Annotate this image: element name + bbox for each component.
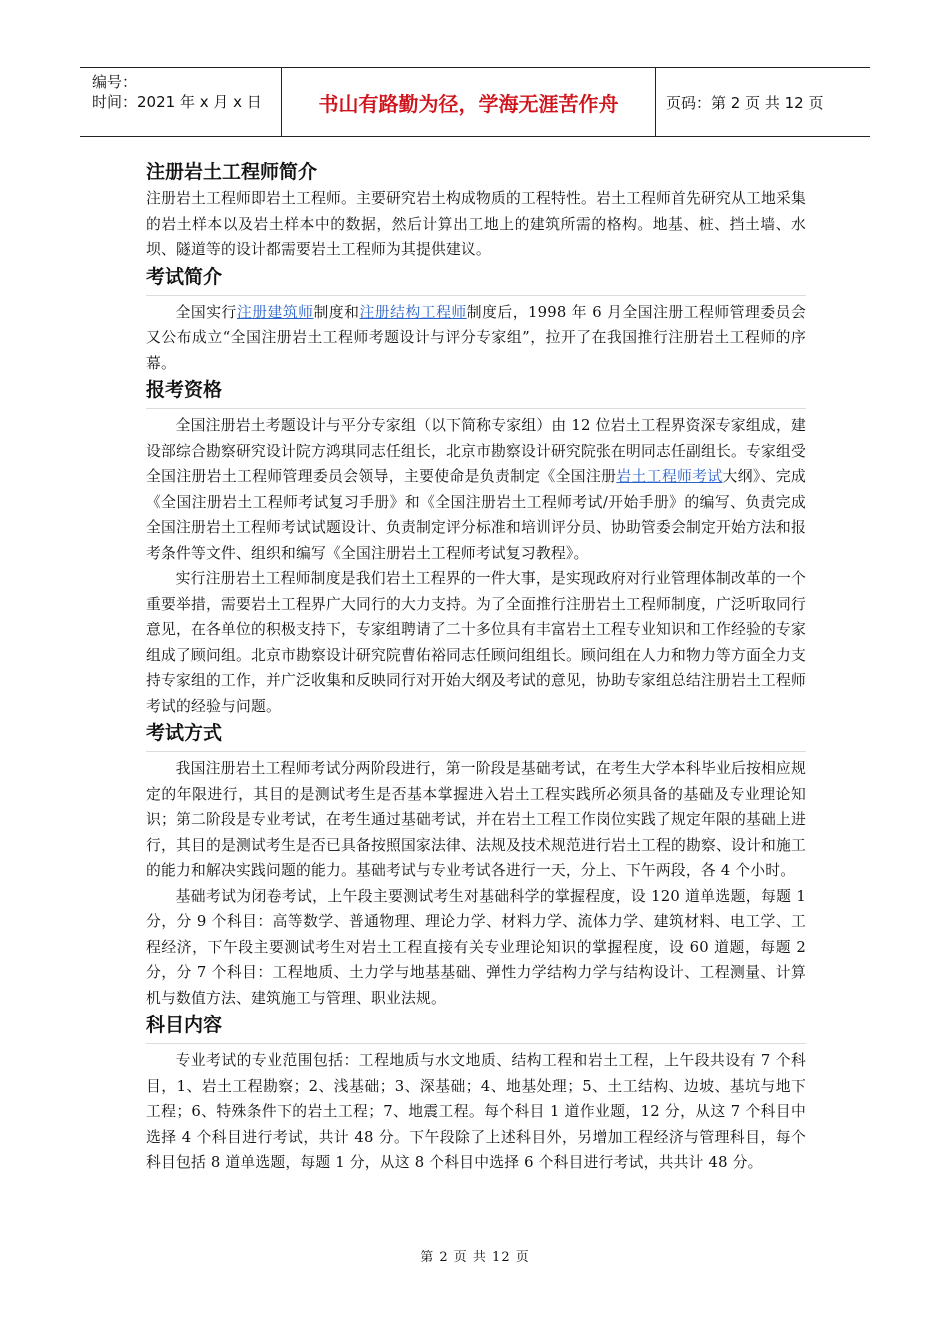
exam-method-paragraph-1: 我国注册岩土工程师考试分两阶段进行，第一阶段是基础考试，在考生大学本科毕业后按相应规定的年限进行，其目的是测试考生是否基本掌握进入岩土工程实践所必须具备的基础及专业理论知识；第二阶段是专业考试，在考生通过基础考试，并在岩土工程工作岗位实践了规定年限的基础上进行，其目的是测试考生是否已具备按照国家法律、法规及技术规范进行岩土工程的勘察、设计和施工的能力和解决实践问题的能力。基础考试与专业考试各进行一天，分上、下午两段，各 4 个小时。 bbox=[146, 760, 806, 879]
text-run: 全国注册岩土考题设计与平分专家组（以下简称专家组）由 12 位岩土工程界资深专家组成，建设部综合勘察研究设计院方鸿琪同志任组长，北京市勘察设计研究院张在明同志任副组长。专家组受全国注册岩土工程师管理委员会领导，主要使命是负责制定《全国注册 bbox=[146, 417, 806, 485]
section-title-intro: 注册岩土工程师简介 bbox=[146, 161, 318, 183]
section-title-qualification: 报考资格 bbox=[146, 379, 223, 401]
page-footer: 第 2 页 共 12 页 bbox=[420, 1250, 530, 1265]
section-divider bbox=[146, 751, 806, 752]
page-header bbox=[80, 67, 870, 137]
section-divider bbox=[146, 1043, 806, 1044]
exam-method-paragraph-2: 基础考试为闭卷考试，上午段主要测试考生对基础科学的掌握程度，设 120 道单选题，每题 1 分，分 9 个科目：高等数学、普通物理、理论力学、材料力学、流体力学、建筑材料、电工学、工程经济，下午段主要测试考生对岩土工程直接有关专业理论知识的掌握程度，设 60 道题，每题 2 分，分 7 个科目：工程地质、土力学与地基基础、弹性力学结构力学与结构设计、工程测量、计算机与数值方法、建筑施工与管理、职业法规。 bbox=[146, 887, 806, 1007]
section-title-exam-method: 考试方式 bbox=[146, 722, 223, 744]
link-registered-architect[interactable]: 注册建筑师 bbox=[236, 303, 314, 321]
link-geotech-exam[interactable]: 岩土工程师考试 bbox=[616, 468, 723, 485]
time-label: 时间：2021 年 x 月 x 日 bbox=[92, 93, 262, 111]
text-run: 制度后，1998 年 6 月全国注册工程师管理委员会又公布成立“全国注册岩土工程师考题设计与评分专家组”，拉开了在我国推行注册岩土工程师的序幕。 bbox=[146, 303, 806, 372]
link-registered-structural-engineer[interactable]: 注册结构工程师 bbox=[359, 303, 467, 321]
code-label: 编号： bbox=[92, 73, 138, 91]
text-run: 全国实行 bbox=[175, 303, 237, 321]
text-run: 大纲》、完成《全国注册岩土工程师考试复习手册》和《全国注册岩土工程师考试/开始手册》的编写、负责完成全国注册岩土工程师考试试题设计、负责制定评分标准和培训评分员、协助管委会制定开始方法和报考条件等文件、组织和编写《全国注册岩土工程师考试复习教程》。 bbox=[146, 468, 806, 562]
qualification-paragraph-2: 实行注册岩土工程师制度是我们岩土工程界的一件大事，是实现政府对行业管理体制改革的一个重要举措，需要岩土工程界广大同行的大力支持。为了全面推行注册岩土工程师制度，广泛听取同行意见，在各单位的积极支持下，专家组聘请了二十多位具有丰富岩土工程专业知识和工作经验的专家组成了顾问组。北京市勘察设计研究院曹佑裕同志任顾问组组长。顾问组在人力和物力等方面全力支持专家组的工作，并广泛收集和反映同行对开始大纲及考试的意见，协助专家组总结注册岩土工程师考试的经验与问题。 bbox=[146, 570, 806, 715]
document-body bbox=[146, 158, 806, 1176]
section-title-exam-intro: 考试简介 bbox=[146, 265, 223, 288]
subjects-paragraph: 专业考试的专业范围包括：工程地质与水文地质、结构工程和岩土工程，上午段共设有 7 个科目，1、岩土工程勘察；2、浅基础；3、深基础；4、地基处理；5、土工结构、边坡、基坑与地下工程；6、特殊条件下的岩土工程；7、地震工程。每个科目 1 道作业题，12 分，从这 7 个科目中选择 4 个科目进行考试，共计 48 分。下午段除了上述科目外，另增加工程经济与管理科目，每个科目包括 8 道单选题，每题 1 分，从这 8 个科目中选择 6 个科目进行考试，共共计 48 分。 bbox=[146, 1052, 806, 1171]
qualification-paragraph-1 bbox=[146, 413, 806, 566]
exam-intro-paragraph bbox=[146, 300, 806, 377]
header-meta bbox=[80, 68, 282, 136]
header-page-info: 页码：第 2 页 共 12 页 bbox=[666, 93, 824, 112]
text-run: 制度和 bbox=[313, 303, 360, 321]
header-motto: 书山有路勤为径，学海无涯苦作舟 bbox=[282, 68, 656, 136]
section-title-subjects: 科目内容 bbox=[146, 1014, 223, 1036]
section-divider bbox=[146, 295, 806, 296]
intro-paragraph: 注册岩土工程师即岩土工程师。主要研究岩土构成物质的工程特性。岩土工程师首先研究从工地采集的岩土样本以及岩土样本中的数据，然后计算出工地上的建筑所需的格构。地基、桩、挡土墙、水坝、隧道等的设计都需要岩土工程师为其提供建议。 bbox=[146, 190, 806, 258]
section-divider bbox=[146, 408, 806, 409]
